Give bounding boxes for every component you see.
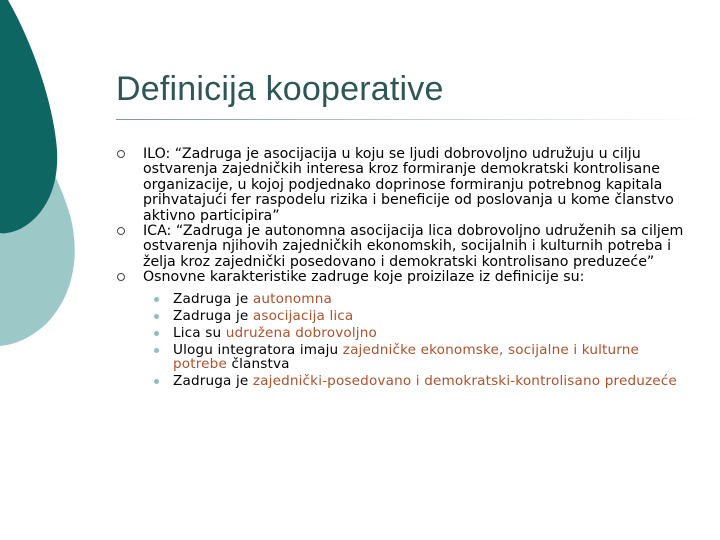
sub-bullet-highlight: asocijacija lica bbox=[252, 307, 354, 324]
sub-bullet-highlight: autonomna bbox=[252, 290, 332, 307]
sub-bullet-dobrovoljno bbox=[143, 326, 697, 341]
bullet-characteristics bbox=[117, 270, 697, 389]
dark-teal-shape bbox=[0, 0, 57, 233]
dot-bullet-icon bbox=[154, 331, 159, 336]
sub-bullet-lead: Zadruga je bbox=[173, 373, 253, 390]
sub-bullet-highlight: zajednički-posedovano i demokratski-kontrolisano preduzeće bbox=[252, 373, 677, 390]
sub-bullet-integrator bbox=[143, 343, 697, 372]
dot-bullet-icon bbox=[154, 379, 159, 384]
sub-bullet-lead: Lica su bbox=[173, 324, 226, 341]
ring-bullet-icon bbox=[117, 227, 125, 235]
bullet-ilo-definition bbox=[117, 147, 697, 224]
sub-bullet-highlight: zajedničke ekonomske, socijalne i kulturne potrebe bbox=[173, 341, 640, 373]
bullet-ica-definition bbox=[117, 224, 697, 270]
sub-bullet-tail: članstva bbox=[226, 356, 290, 373]
dot-bullet-icon bbox=[154, 348, 159, 353]
sub-bullet-lead: Ulogu integratora imaju bbox=[173, 341, 343, 358]
bullet-text: ICA: “Zadruga je autonomna asocijacija lica dobrovoljno udruženih sa ciljem ostvarenja njihovih zajedničkih ekonomskih, socijalnih i kulturnih potreba i želja kroz zajednički posedovano i demokratski kontrolisano preduzeće” bbox=[143, 223, 684, 270]
dot-bullet-icon bbox=[154, 297, 159, 302]
ring-bullet-icon bbox=[117, 273, 125, 281]
ring-bullet-icon bbox=[117, 150, 125, 158]
sub-bullet-highlight: udružena dobrovoljno bbox=[225, 324, 377, 341]
sub-bullet-lead: Zadruga je bbox=[173, 307, 253, 324]
sub-bullet-lead: Zadruga je bbox=[173, 290, 253, 307]
sub-bullet-list bbox=[143, 292, 697, 389]
slide-title: Definicija kooperative bbox=[116, 70, 444, 108]
bullet-list bbox=[117, 147, 697, 391]
sub-bullet-asocijacija bbox=[143, 309, 697, 324]
title-divider bbox=[116, 119, 704, 120]
bullet-text: ILO: “Zadruga je asocijacija u koju se ljudi dobrovoljno udružuju u cilju ostvarenja zajedničkih interesa kroz formiranje demokratski kontrolisane organizacije, u kojoj podjednako doprinose formiranju potrebnog kapitala prihvatajući fer raspodelu rizika i beneficije od poslovanja u kome članstvo aktivno participira” bbox=[143, 146, 674, 224]
dot-bullet-icon bbox=[154, 314, 159, 319]
bullet-text: Osnovne karakteristike zadruge koje proizilaze iz definicije su: bbox=[143, 269, 585, 286]
sub-bullet-autonomna bbox=[143, 292, 697, 307]
sub-bullet-preduzece bbox=[143, 374, 697, 389]
